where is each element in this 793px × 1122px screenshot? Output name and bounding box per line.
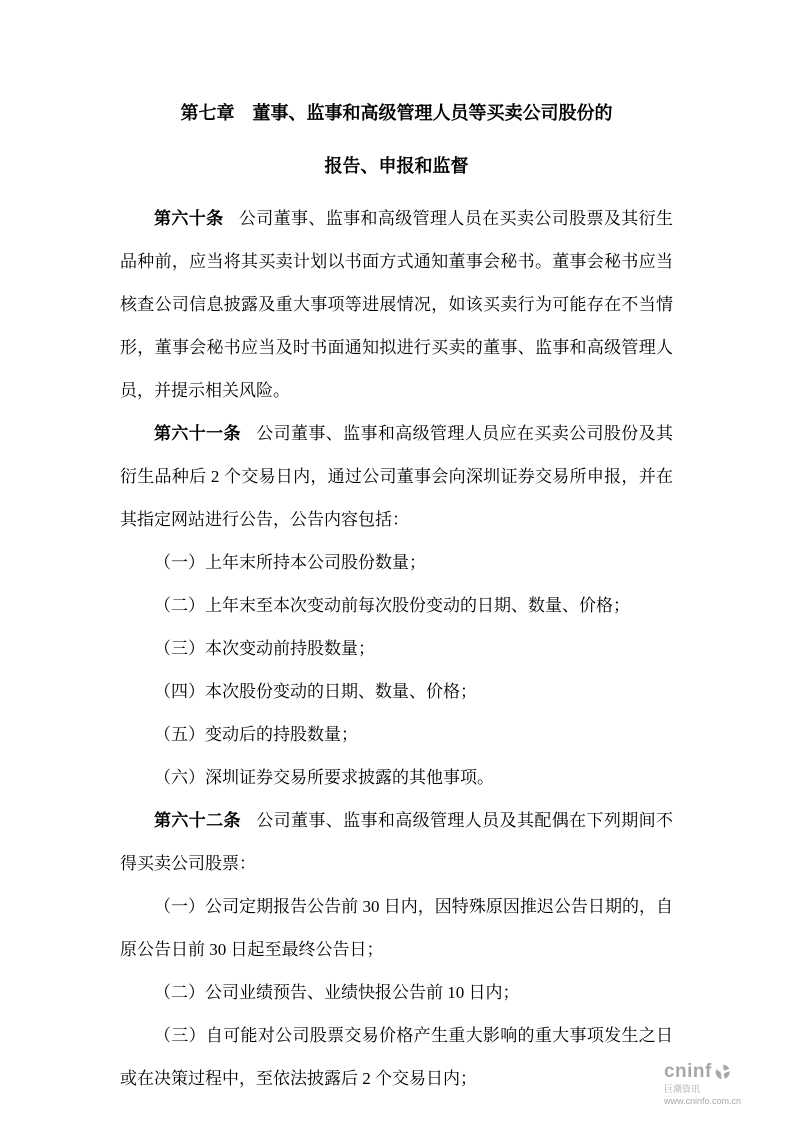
article-61-number: 第六十一条 [154, 424, 241, 443]
article-61-item-2: （二）上年末至本次变动前每次股份变动的日期、数量、价格； [154, 596, 630, 615]
chapter-title-line2: 报告、申报和监督 [324, 156, 469, 176]
cninfo-watermark [664, 1061, 741, 1106]
article-61-item-3: （三）本次变动前持股数量； [154, 639, 375, 658]
cninfo-chinese-name: 巨潮资讯 [663, 1084, 700, 1095]
article-62 [120, 799, 673, 885]
cninfo-logo [664, 1061, 741, 1083]
article-61 [120, 412, 673, 541]
article-61-text: 公司董事、监事和高级管理人员应在买卖公司股份及其衍生品种后 2 个交易日内，通过公司董事会向深圳证券交易所申报，并在其指定网站进行公告，公告内容包括： [120, 424, 674, 529]
article-62-item-1: （一）公司定期报告公告前 30 日内，因特殊原因推迟公告日期的，自原公告日前 30 日起至最终公告日； [120, 897, 673, 959]
cninfo-swirl-icon [714, 1063, 732, 1081]
article-62-item-2: （二）公司业绩预告、业绩快报公告前 10 日内； [154, 983, 520, 1002]
article-60-number: 第六十条 [154, 209, 224, 228]
article-62-item-3: （三）自可能对公司股票交易价格产生重大影响的重大事项发生之日或在决策过程中，至依法披露后 2 个交易日内； [120, 1026, 673, 1088]
chapter-title-line1: 第七章 董事、监事和高级管理人员等买卖公司股份的 [180, 103, 613, 123]
article-61-item-6: （六）深圳证券交易所要求披露的其他事项。 [154, 768, 494, 787]
article-62-number: 第六十二条 [154, 811, 241, 830]
article-62-text: 公司董事、监事和高级管理人员及其配偶在下列期间不得买卖公司股票： [120, 811, 674, 873]
cninfo-url: www.cninfo.com.cn [663, 1095, 741, 1106]
article-61-item-1: （一）上年末所持本公司股份数量； [154, 553, 426, 572]
article-61-item-5: （五）变动后的持股数量； [154, 725, 358, 744]
cninfo-logo-text: cninf [663, 1061, 712, 1083]
article-60-text: 公司董事、监事和高级管理人员在买卖公司股票及其衍生品种前，应当将其买卖计划以书面方式通知董事会秘书。董事会秘书应当核查公司信息披露及重大事项等进展情况，如该买卖行为可能存在不当情形，董事会秘书应当及时书面通知拟进行买卖的董事、监事和高级管理人员，并提示相关风险。 [120, 209, 674, 400]
article-61-item-4: （四）本次股份变动的日期、数量、价格； [154, 682, 477, 701]
article-60 [120, 197, 673, 412]
